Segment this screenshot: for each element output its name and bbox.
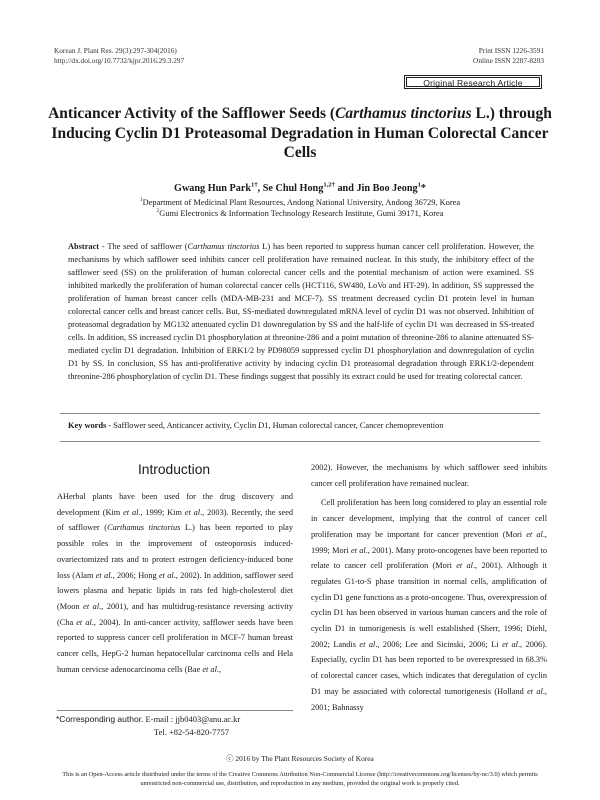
corresponding-email[interactable]: E-mail : jjb0403@anu.ac.kr xyxy=(143,714,241,724)
abstract-label: Abstract xyxy=(68,242,100,251)
title-species: Carthamus tinctorius xyxy=(335,105,472,122)
body-column-right xyxy=(311,460,547,715)
copyright: ⓒ 2016 by The Plant Resources Society of Korea xyxy=(226,754,374,763)
issn-block xyxy=(473,46,544,66)
corresponding-tel: Tel. +82-54-820-7757 xyxy=(154,727,230,737)
corresponding-author xyxy=(56,713,296,739)
keywords-label: Key words xyxy=(68,421,107,430)
footnote-divider xyxy=(57,710,293,711)
affiliation-1: $^1$Department of Medicinal Plant Resources, Andong National University, Andong 36729, Korea xyxy=(139,197,461,207)
print-issn: Print ISSN 1226-3591 xyxy=(478,46,544,55)
paragraph: AHerbal plants have been used for the drug discovery and development (Kim et al., 1999; Kim et al., 2003). Recently, the seed of safflower (Carthamus tinctorius L.) has been reported to play possible roles in the improvement of osteoporosis induced-ovariectomized rats and to protect estrogen deficiency-induced bone loss (Alam et al., 2006; Hong et al., 2002). In addition, safflower seed lowers plasma and hepatic lipids in rats fed high-cholesterol diet (Moon et al., 2001), and has multidrug-resistance reversing activity (Cha et al., 2004). In anti-cancer activity, safflower seeds have been reported to suppress cancer cell proliferation in MCF-7 human breast cancer cells, HepG-2 human hepatocellular carcinoma cells and Hela human cervicse adenocarcinoma cells (Bae et al., xyxy=(57,492,294,674)
article-type-badge xyxy=(404,75,542,89)
author-3: Jin Boo Jeong xyxy=(356,183,418,194)
doi-link[interactable]: http://dx.doi.org/10.7732/kjpr.2016.29.3.297 xyxy=(54,56,185,65)
paragraph: Cell proliferation has been long considered to play an essential role in cancer development, implying that the control of cancer cell proliferation may be important for cancer prevention (Mori et al., 1999; Mori et al., 2001). Many proto-oncogenes have been reported to relate to cancer cell proliferation (Mori et al., 2001). Although it regulates G1-to-S phase transition in normal cells, amplification of cyclin D1 gene functions as a proto-oncogene. Thus, overexpression of cyclin D1 has been observed in various human cancers and the role of cyclin D1 in tumorigenesis is well established (Sherr, 1996; Diehl, 2002; Landis et al., 2006; Lee and Sicinski, 2006; Li et al., 2006). Especially, cyclin D1 has been reported to be overexpressed in 68.3% of colorectal cancer cases, which indicates that deregulation of cyclin D1 may be associated with colorectal tumorigenesis (Holland et al., 2001; Bahnassy xyxy=(311,498,548,712)
paragraph: 2002). However, the mechanisms by which safflower seed inhibits cancer cell proliferation have remained nuclear. xyxy=(311,463,547,488)
journal-citation xyxy=(54,46,184,66)
keywords: Key words - Safflower seed, Anticancer activity, Cyclin D1, Human colorectal cancer, Cancer chemoprevention xyxy=(68,421,444,430)
paper-title: Anticancer Activity of the Safflower Seeds (Carthamus tinctorius L.) through Inducing Cyclin D1 Proteasomal Degradation in Human Colorectal Cancer Cells xyxy=(48,105,552,161)
affiliations xyxy=(40,197,560,219)
affiliation-2: $^2$Gumi Electronics & Information Technology Research Institute, Gumi 39171, Korea xyxy=(156,208,444,218)
license-notice: This is an Open-Access article distributed under the terms of the Creative Commons Attribution Non-Commercial License (http://creativecommons.org/licenses/by-nc/3.0) which permits unrestricted non-commercial use, distribution, and reproduction in any medium, provided the original work is properly cited. xyxy=(62,771,538,787)
abstract: Abstract - The seed of safflower (Carthamus tinctorius L) has been reported to suppress human cancer cell proliferation. However, the mechanisms by which safflower seed inhibits cancer cell proliferation have remained nuclear. In this study, the inhibitory effect of the safflower seed (SS) on the proliferation of human colorectal cancer cells and the potential mechanism of action were examined. SS inhibited markedly the proliferation of human colorectal cancer cells (HCT116, SW480, LoVo and HT-29). In addition, SS suppressed the proliferation of human breast cancer cells (MDA-MB-231 and MCF-7). SS treatment decreased cyclin D1 protein level in human colorectal cancer cells and breast cancer cells. But, SS-mediated downregulated mRNA level of cyclin D1 was not observed. Inhibition of proteasomal degradation by MG132 attenuated cyclin D1 downregulation by SS and the half-life of cyclin D1 was decreased in SS-treated cells. In addition, SS increased cyclin D1 phosphorylation at threonine-286 and a point mutation of threonine-286 to alanine attenuated SS-mediated cyclin D1 degradation. Inhibition of ERK1/2 by PD98059 suppressed cyclin D1 phosphorylation and downregulation of cyclin D1 by SS. In conclusion, SS has anti-proliferative activity by inducing cyclin D1 proteasomal degradation through ERK1/2-dependent threonine-286 phosphorylation of cyclin D1. These findings suggest that possibly its extract could be used for treating colorectal cancer. xyxy=(68,242,534,381)
author-list: Gwang Hun Park$^{1\dagger}$, Se Chul Hong$^{1,2\dagger}$ and Jin Boo Jeong$^1$* xyxy=(174,181,426,194)
journal-line: Korean J. Plant Res. 29(3):297-304(2016) xyxy=(54,46,177,55)
author-2: Se Chul Hong xyxy=(262,183,324,194)
author-1: Gwang Hun Park xyxy=(174,183,252,194)
corresponding-label: *Corresponding author. xyxy=(56,714,144,724)
online-issn: Online ISSN 2287-8203 xyxy=(473,56,544,65)
section-heading-introduction: Introduction xyxy=(137,462,211,477)
body-column-left xyxy=(57,489,293,677)
divider xyxy=(60,413,540,414)
divider xyxy=(60,441,540,442)
article-type-label: Original Research Article xyxy=(406,77,540,87)
